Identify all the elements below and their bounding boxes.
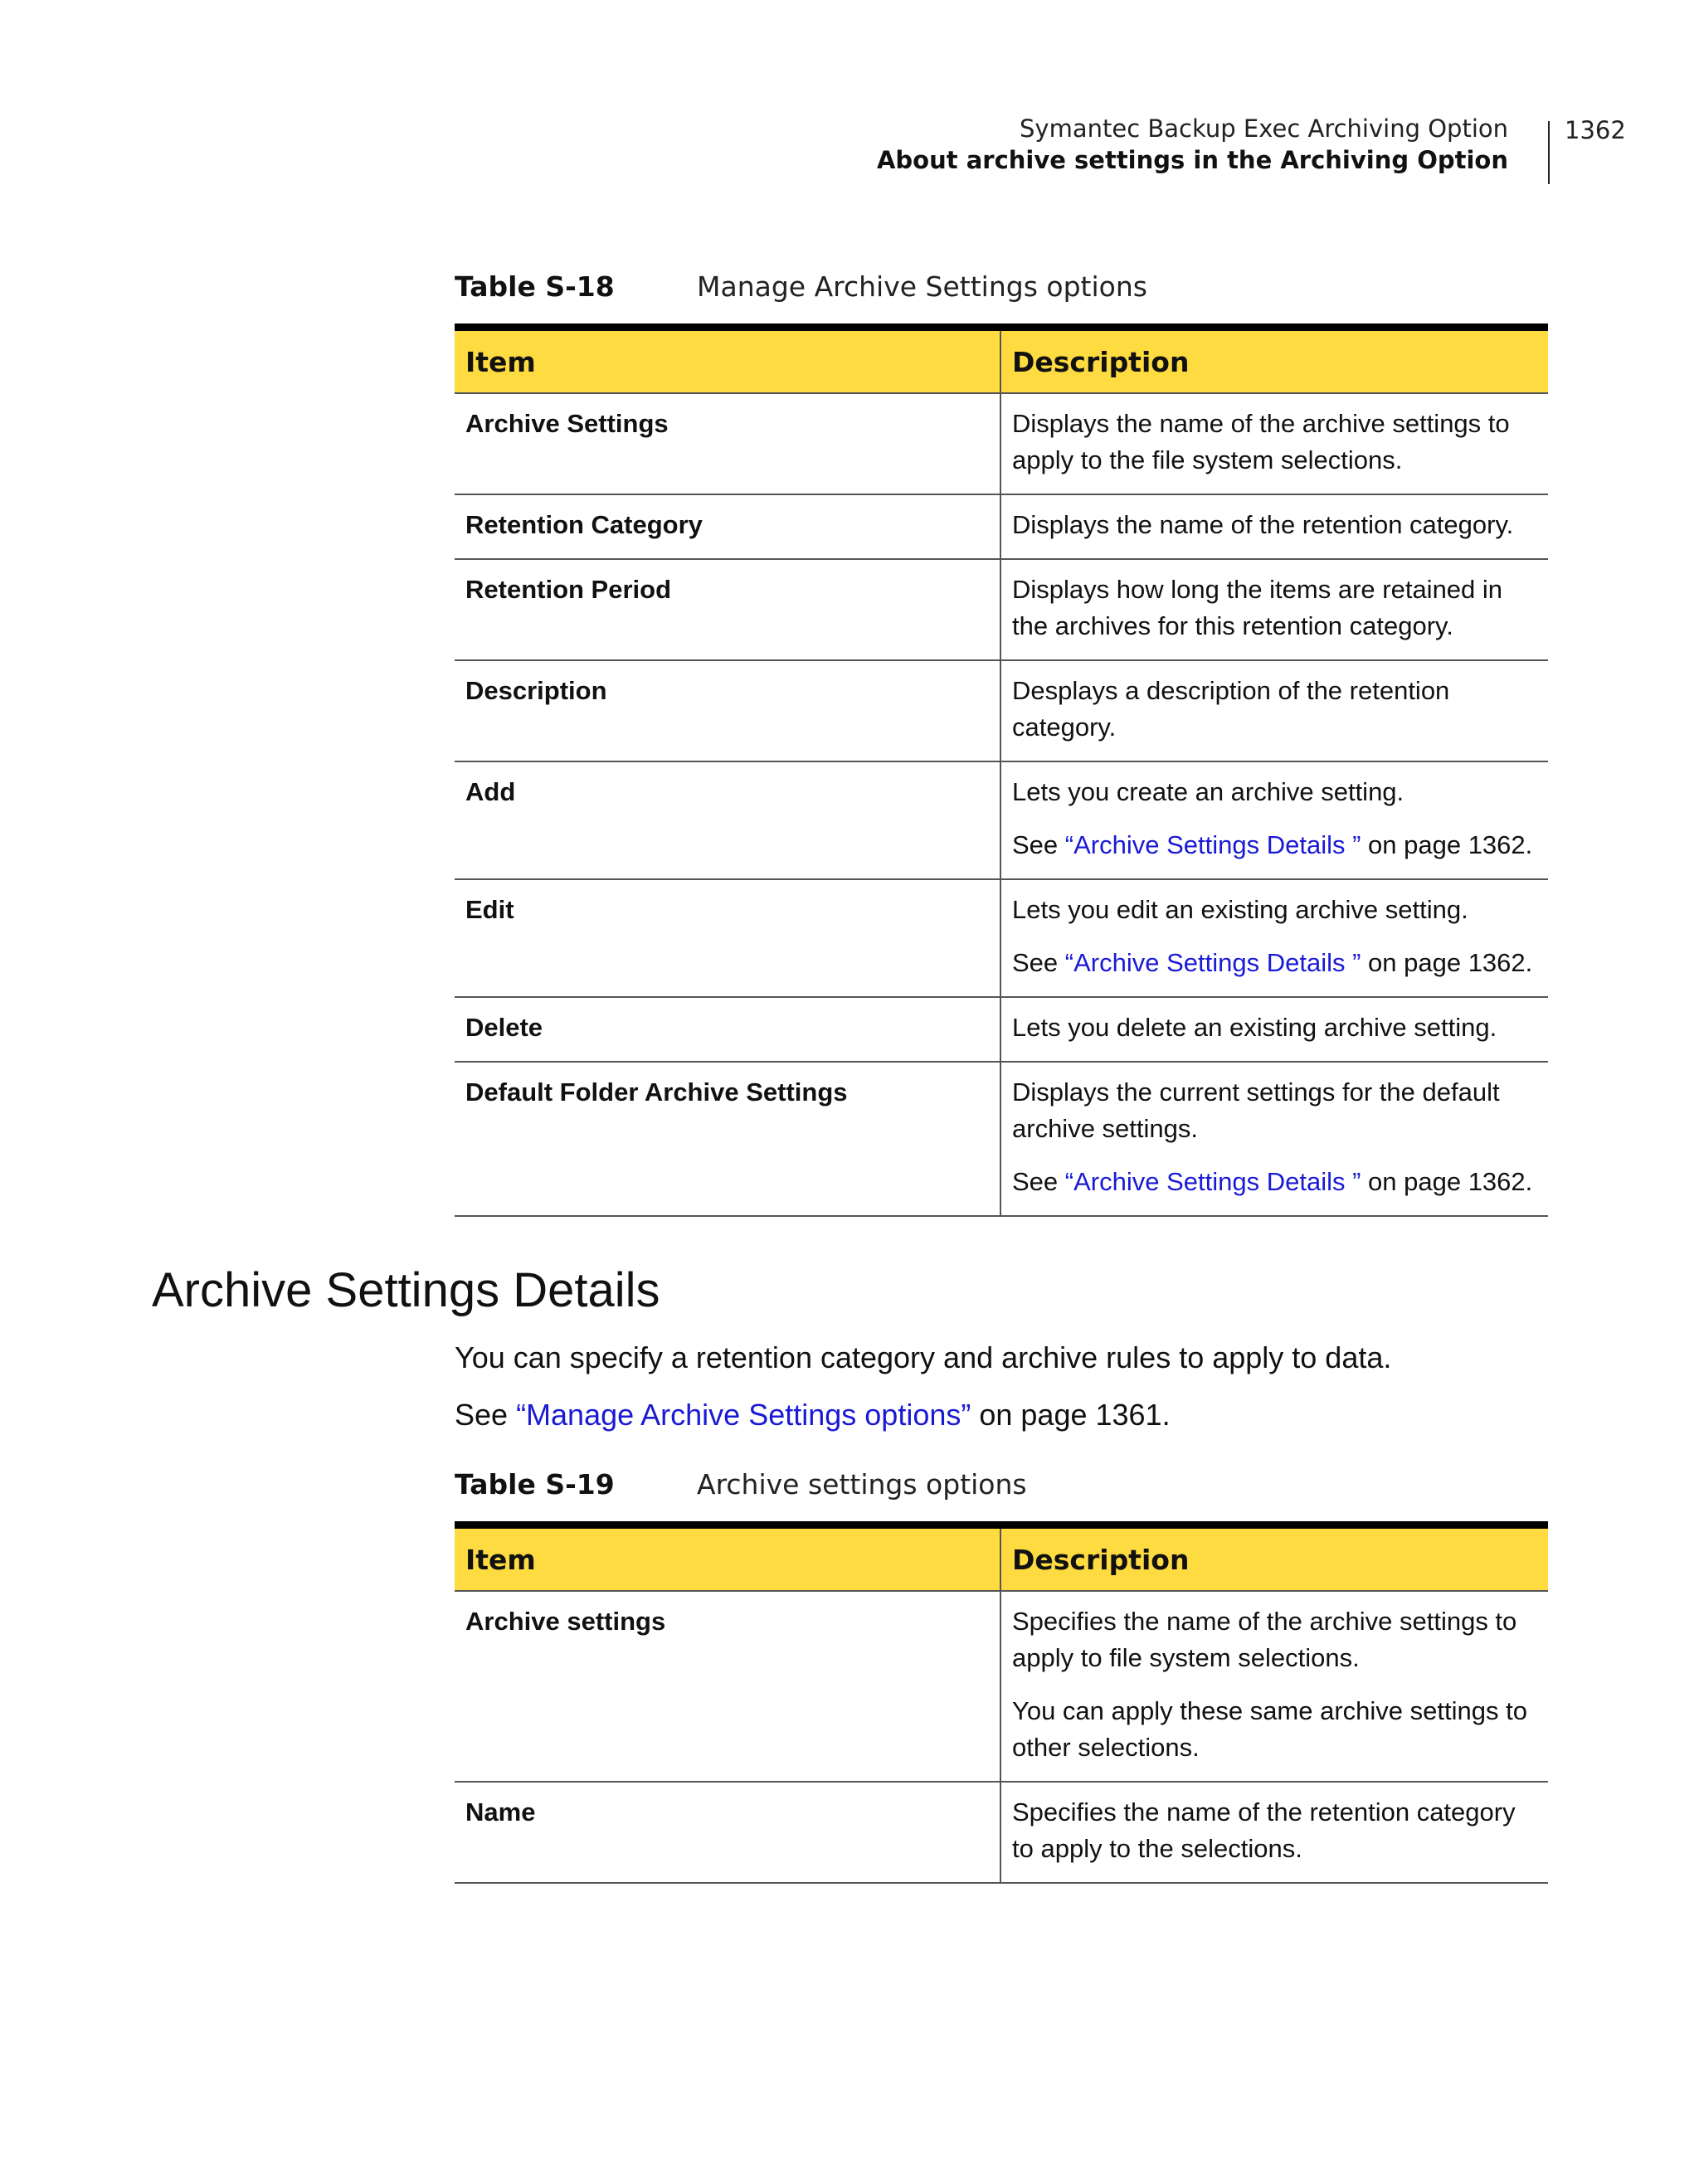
row-description: [1000, 559, 1548, 660]
column-header-item: Item: [455, 328, 1000, 394]
description-text: Specifies the name of the retention category to apply to the selections.: [1012, 1797, 1516, 1863]
description-text: Displays how long the items are retained in the archives for this retention category.: [1012, 575, 1503, 640]
table-header-row: [455, 1525, 1548, 1592]
see-suffix: on page 1362.: [1361, 830, 1533, 859]
table-title: Manage Archive Settings options: [697, 270, 1147, 303]
row-item: Default Folder Archive Settings: [455, 1062, 1000, 1216]
table-row: [455, 660, 1548, 761]
column-header-item: Item: [455, 1525, 1000, 1592]
section-intro: You can specify a retention category and archive rules to apply to data.: [455, 1340, 1392, 1374]
table-row: [455, 494, 1548, 559]
table-title: Archive settings options: [697, 1468, 1027, 1501]
see-prefix: See: [1012, 830, 1065, 859]
row-description: [1000, 393, 1548, 494]
description-text: Displays the name of the retention category.: [1012, 510, 1514, 539]
row-item: Retention Category: [455, 494, 1000, 559]
table-row: [455, 1782, 1548, 1883]
manage-archive-settings-table: [455, 323, 1548, 1217]
header-divider: [1548, 121, 1550, 184]
row-description: [1000, 660, 1548, 761]
row-item: Retention Period: [455, 559, 1000, 660]
table-row: [455, 1591, 1548, 1782]
table-caption: [455, 270, 1147, 303]
table-header-row: [455, 328, 1548, 394]
row-item: Delete: [455, 997, 1000, 1062]
see-prefix: See: [1012, 948, 1065, 977]
table-row: [455, 761, 1548, 879]
column-header-description: Description: [1000, 1525, 1548, 1592]
row-description: [1000, 494, 1548, 559]
section-cross-reference: [455, 1398, 1171, 1432]
see-prefix: See: [455, 1398, 517, 1432]
description-text: Displays the name of the archive settings to apply to the file system selections.: [1012, 409, 1510, 474]
row-description: [1000, 761, 1548, 879]
table-number: Table S-19: [455, 1468, 615, 1501]
table-caption: [455, 1468, 1027, 1501]
archive-settings-options-table: [455, 1521, 1548, 1884]
row-item: Archive Settings: [455, 393, 1000, 494]
see-suffix: on page 1362.: [1361, 948, 1533, 977]
row-item: Add: [455, 761, 1000, 879]
cross-reference: [1012, 1164, 1537, 1200]
page-number: 1362: [1565, 116, 1626, 144]
see-prefix: See: [1012, 1167, 1065, 1196]
row-item: Description: [455, 660, 1000, 761]
manage-archive-settings-link[interactable]: “Manage Archive Settings options”: [516, 1398, 971, 1432]
row-item: Name: [455, 1782, 1000, 1883]
archive-settings-details-link[interactable]: “Archive Settings Details ”: [1064, 948, 1361, 977]
cross-reference: [1012, 827, 1537, 863]
row-item: Edit: [455, 879, 1000, 997]
row-item: Archive settings: [455, 1591, 1000, 1782]
description-text: Lets you delete an existing archive setting.: [1012, 1013, 1497, 1042]
table-row: [455, 879, 1548, 997]
description-text: You can apply these same archive settings to other selections.: [1012, 1696, 1527, 1762]
column-header-description: Description: [1000, 328, 1548, 394]
row-description: [1000, 879, 1548, 997]
archive-settings-details-link[interactable]: “Archive Settings Details ”: [1064, 1167, 1361, 1196]
chapter-title: Symantec Backup Exec Archiving Option: [1020, 114, 1508, 143]
description-text: Lets you edit an existing archive setting.: [1012, 895, 1468, 924]
description-text: Desplays a description of the retention category.: [1012, 676, 1450, 742]
section-heading: Archive Settings Details: [152, 1263, 660, 1317]
archive-settings-details-link[interactable]: “Archive Settings Details ”: [1064, 830, 1361, 859]
row-description: [1000, 997, 1548, 1062]
description-text: Lets you create an archive setting.: [1012, 777, 1404, 806]
row-description: [1000, 1062, 1548, 1216]
row-description: [1000, 1782, 1548, 1883]
table-row: [455, 997, 1548, 1062]
running-header: [679, 113, 1508, 176]
see-suffix: on page 1361.: [971, 1398, 1171, 1432]
table-row: [455, 559, 1548, 660]
cross-reference: [1012, 945, 1537, 981]
table-row: [455, 393, 1548, 494]
section-title: About archive settings in the Archiving Option: [876, 146, 1508, 174]
see-suffix: on page 1362.: [1361, 1167, 1533, 1196]
table-number: Table S-18: [455, 270, 615, 303]
description-text: Specifies the name of the archive settings to apply to file system selections.: [1012, 1607, 1517, 1672]
table-row: [455, 1062, 1548, 1216]
row-description: [1000, 1591, 1548, 1782]
description-text: Displays the current settings for the default archive settings.: [1012, 1077, 1500, 1143]
